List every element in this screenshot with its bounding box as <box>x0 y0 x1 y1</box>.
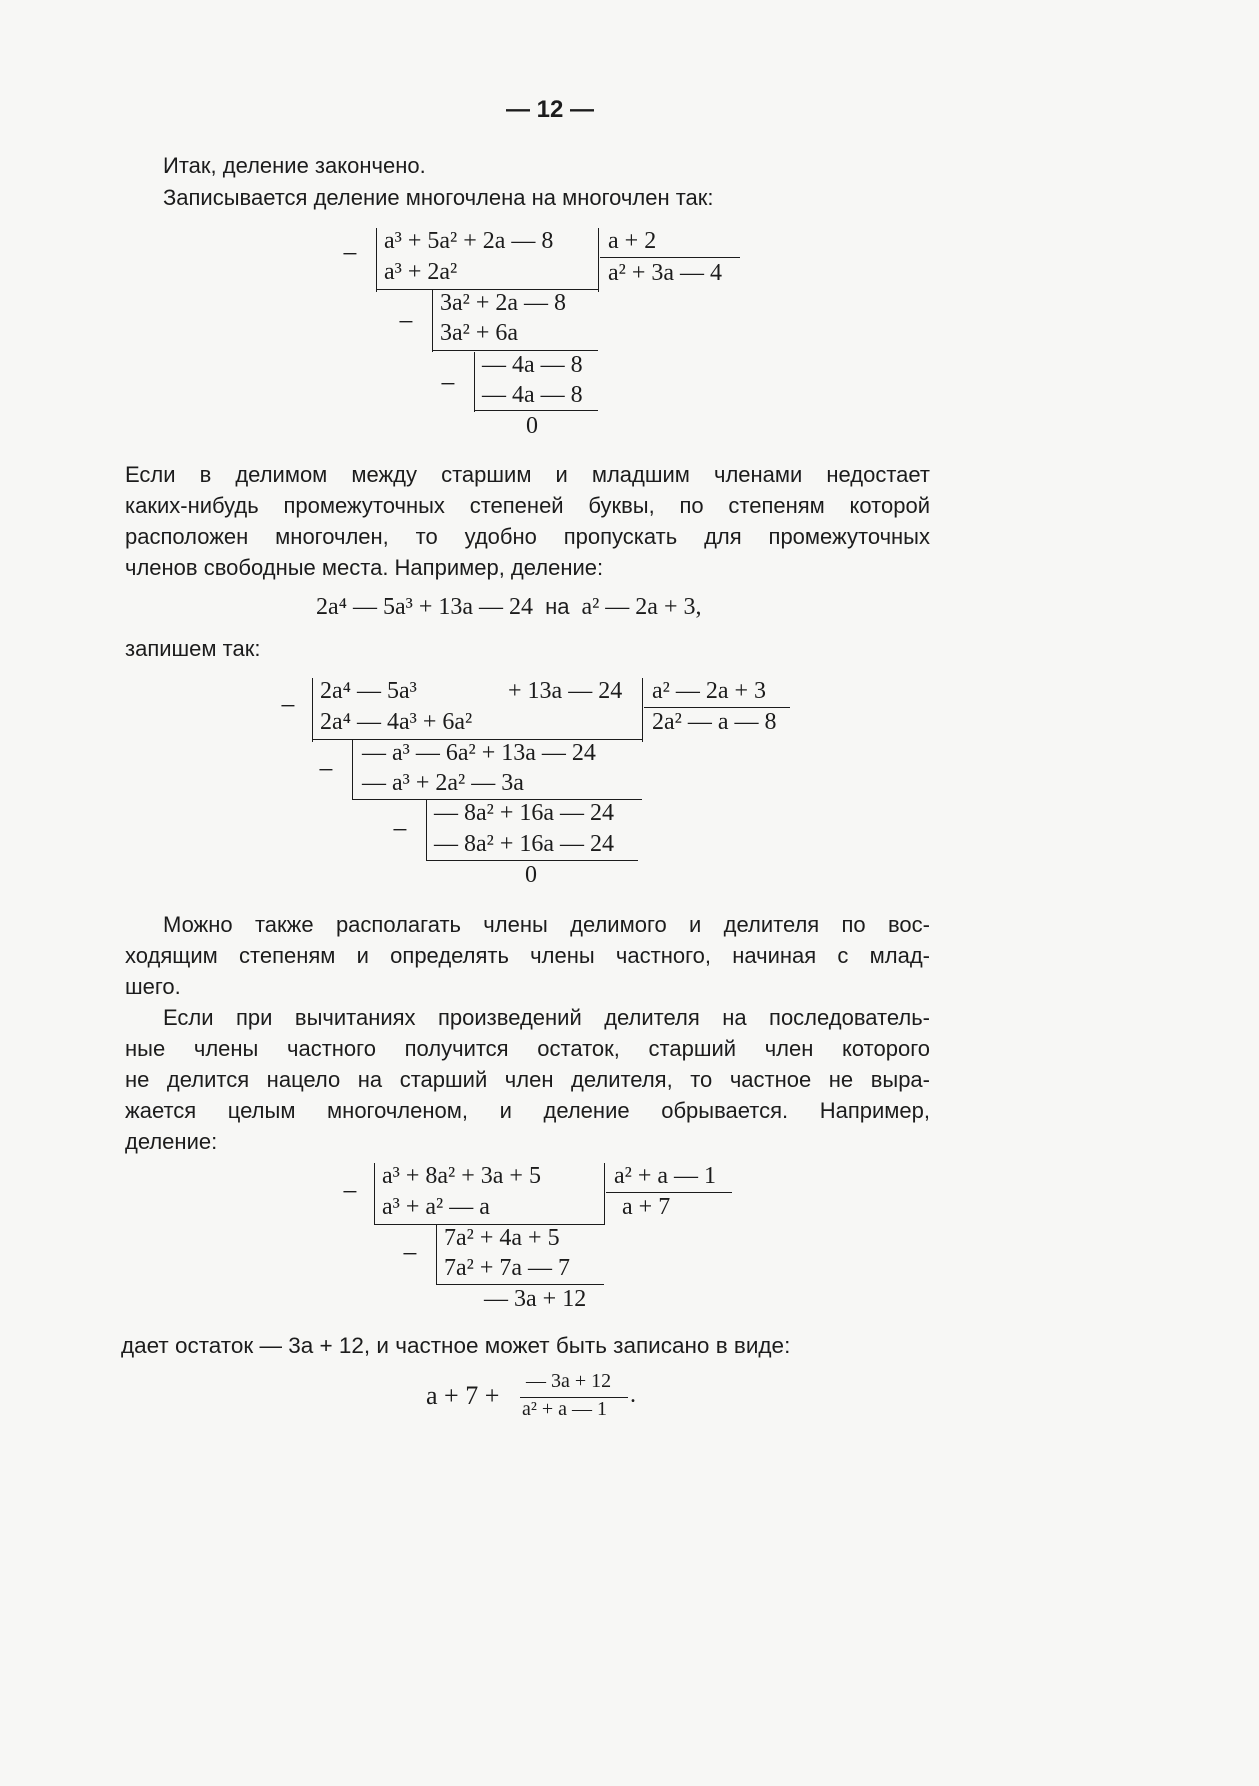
formula-end: . <box>630 1382 636 1408</box>
example-dividend: 2a⁴ — 5a³ + 13a — 24 <box>316 594 534 620</box>
minus-sign: − <box>342 239 358 270</box>
write-as-label: запишем так: <box>125 636 261 661</box>
divisor: a² — 2a + 3 <box>652 678 767 704</box>
divisor-bar <box>598 228 599 292</box>
divisor-bar <box>642 678 643 742</box>
para3-line-3: не делится нацело на старший член делителя, то частное не выра- <box>125 1067 930 1092</box>
para2-line-1: Можно также располагать члены делимого и делителя по вос- <box>163 912 930 937</box>
para3-line-4: жается целым многочленом, и деление обрывается. Например, <box>125 1098 930 1123</box>
dividend: a³ + 5a² + 2a — 8 <box>384 228 554 254</box>
bracket-line <box>374 1163 375 1225</box>
subtrahend-1: a³ + a² — a <box>382 1194 490 1220</box>
example-word: на <box>545 594 570 619</box>
subtrahend-2: 7a² + 7a — 7 <box>444 1255 571 1281</box>
bracket-line <box>426 800 427 860</box>
quotient: a² + 3a — 4 <box>608 260 723 286</box>
bracket-line <box>474 352 475 412</box>
minus-sign: − <box>318 755 334 786</box>
remainder-2: — 8a² + 16a — 24 <box>434 800 615 826</box>
bracket-line <box>352 740 353 800</box>
fraction-numerator: — 3a + 12 <box>526 1370 612 1392</box>
minus-sign: − <box>392 815 408 846</box>
minus-sign: − <box>342 1177 358 1208</box>
divisor: a² + a — 1 <box>614 1163 717 1189</box>
page-number: — 12 — <box>505 96 595 123</box>
example-formula <box>316 592 702 622</box>
example-divisor: a² — 2a + 3, <box>581 594 702 620</box>
para2-line-2: ходящим степеням и определять члены частного, начиная с млад- <box>125 943 930 968</box>
divisor-bar <box>604 1163 605 1225</box>
fraction <box>520 1370 632 1426</box>
para3-line-1: Если при вычитаниях произведений делителя на последователь- <box>163 1005 930 1030</box>
dividend-left: 2a⁴ — 5a³ <box>320 678 417 704</box>
para1-line-1: Если в делимом между старшим и младшим членами недостает <box>125 462 930 487</box>
bracket-line <box>432 290 433 352</box>
conclusion-line: дает остаток — 3a + 12, и частное может быть записано в виде: <box>121 1333 791 1358</box>
minus-sign: − <box>440 369 456 400</box>
para3-line-2: ные члены частного получится остаток, старший член которого <box>125 1036 930 1061</box>
dividend-right: + 13a — 24 <box>508 678 623 704</box>
subtrahend-1: 2a⁴ — 4a³ + 6a² <box>320 709 473 735</box>
bracket-line <box>312 678 313 742</box>
remainder-2: — 4a — 8 <box>482 352 583 378</box>
minus-sign: − <box>280 691 296 722</box>
subtrahend-1: a³ + 2a² <box>384 259 458 285</box>
intro-line-2: Записывается деление многочлена на многочлен так: <box>163 185 714 210</box>
quotient: a + 7 <box>622 1194 671 1220</box>
para1-line-4: членов свободные места. Например, деление: <box>125 555 604 580</box>
minus-sign: − <box>402 1239 418 1270</box>
fraction-denominator: a² + a — 1 <box>522 1398 608 1420</box>
subtrahend-2: 3a² + 6a <box>440 320 519 346</box>
para3-line-5: деление: <box>125 1129 218 1154</box>
final-remainder: — 3a + 12 <box>484 1286 587 1312</box>
final-remainder: 0 <box>526 413 538 439</box>
subtrahend-2: — a³ + 2a² — 3a <box>362 770 524 796</box>
minus-sign: − <box>398 307 414 338</box>
para1-line-3: расположен многочлен, то удобно пропускать для промежуточных <box>125 524 930 549</box>
remainder-1: 7a² + 4a + 5 <box>444 1225 560 1251</box>
bracket-line <box>376 228 377 292</box>
divisor: a + 2 <box>608 228 657 254</box>
para1-line-2: каких-нибудь промежуточных степеней буквы, по степеням которой <box>125 493 930 518</box>
subtrahend-3: — 4a — 8 <box>482 382 583 408</box>
bracket-line <box>436 1225 437 1285</box>
formula-whole-part: a + 7 + <box>426 1381 500 1410</box>
final-remainder: 0 <box>525 862 537 888</box>
remainder-1: — a³ — 6a² + 13a — 24 <box>362 740 596 766</box>
para2-line-3: шего. <box>125 974 181 999</box>
intro-line-1: Итак, деление закончено. <box>163 153 426 178</box>
quotient: 2a² — a — 8 <box>652 709 777 735</box>
subtrahend-3: — 8a² + 16a — 24 <box>434 831 615 857</box>
remainder-1: 3a² + 2a — 8 <box>440 290 567 316</box>
dividend: a³ + 8a² + 3a + 5 <box>382 1163 541 1189</box>
